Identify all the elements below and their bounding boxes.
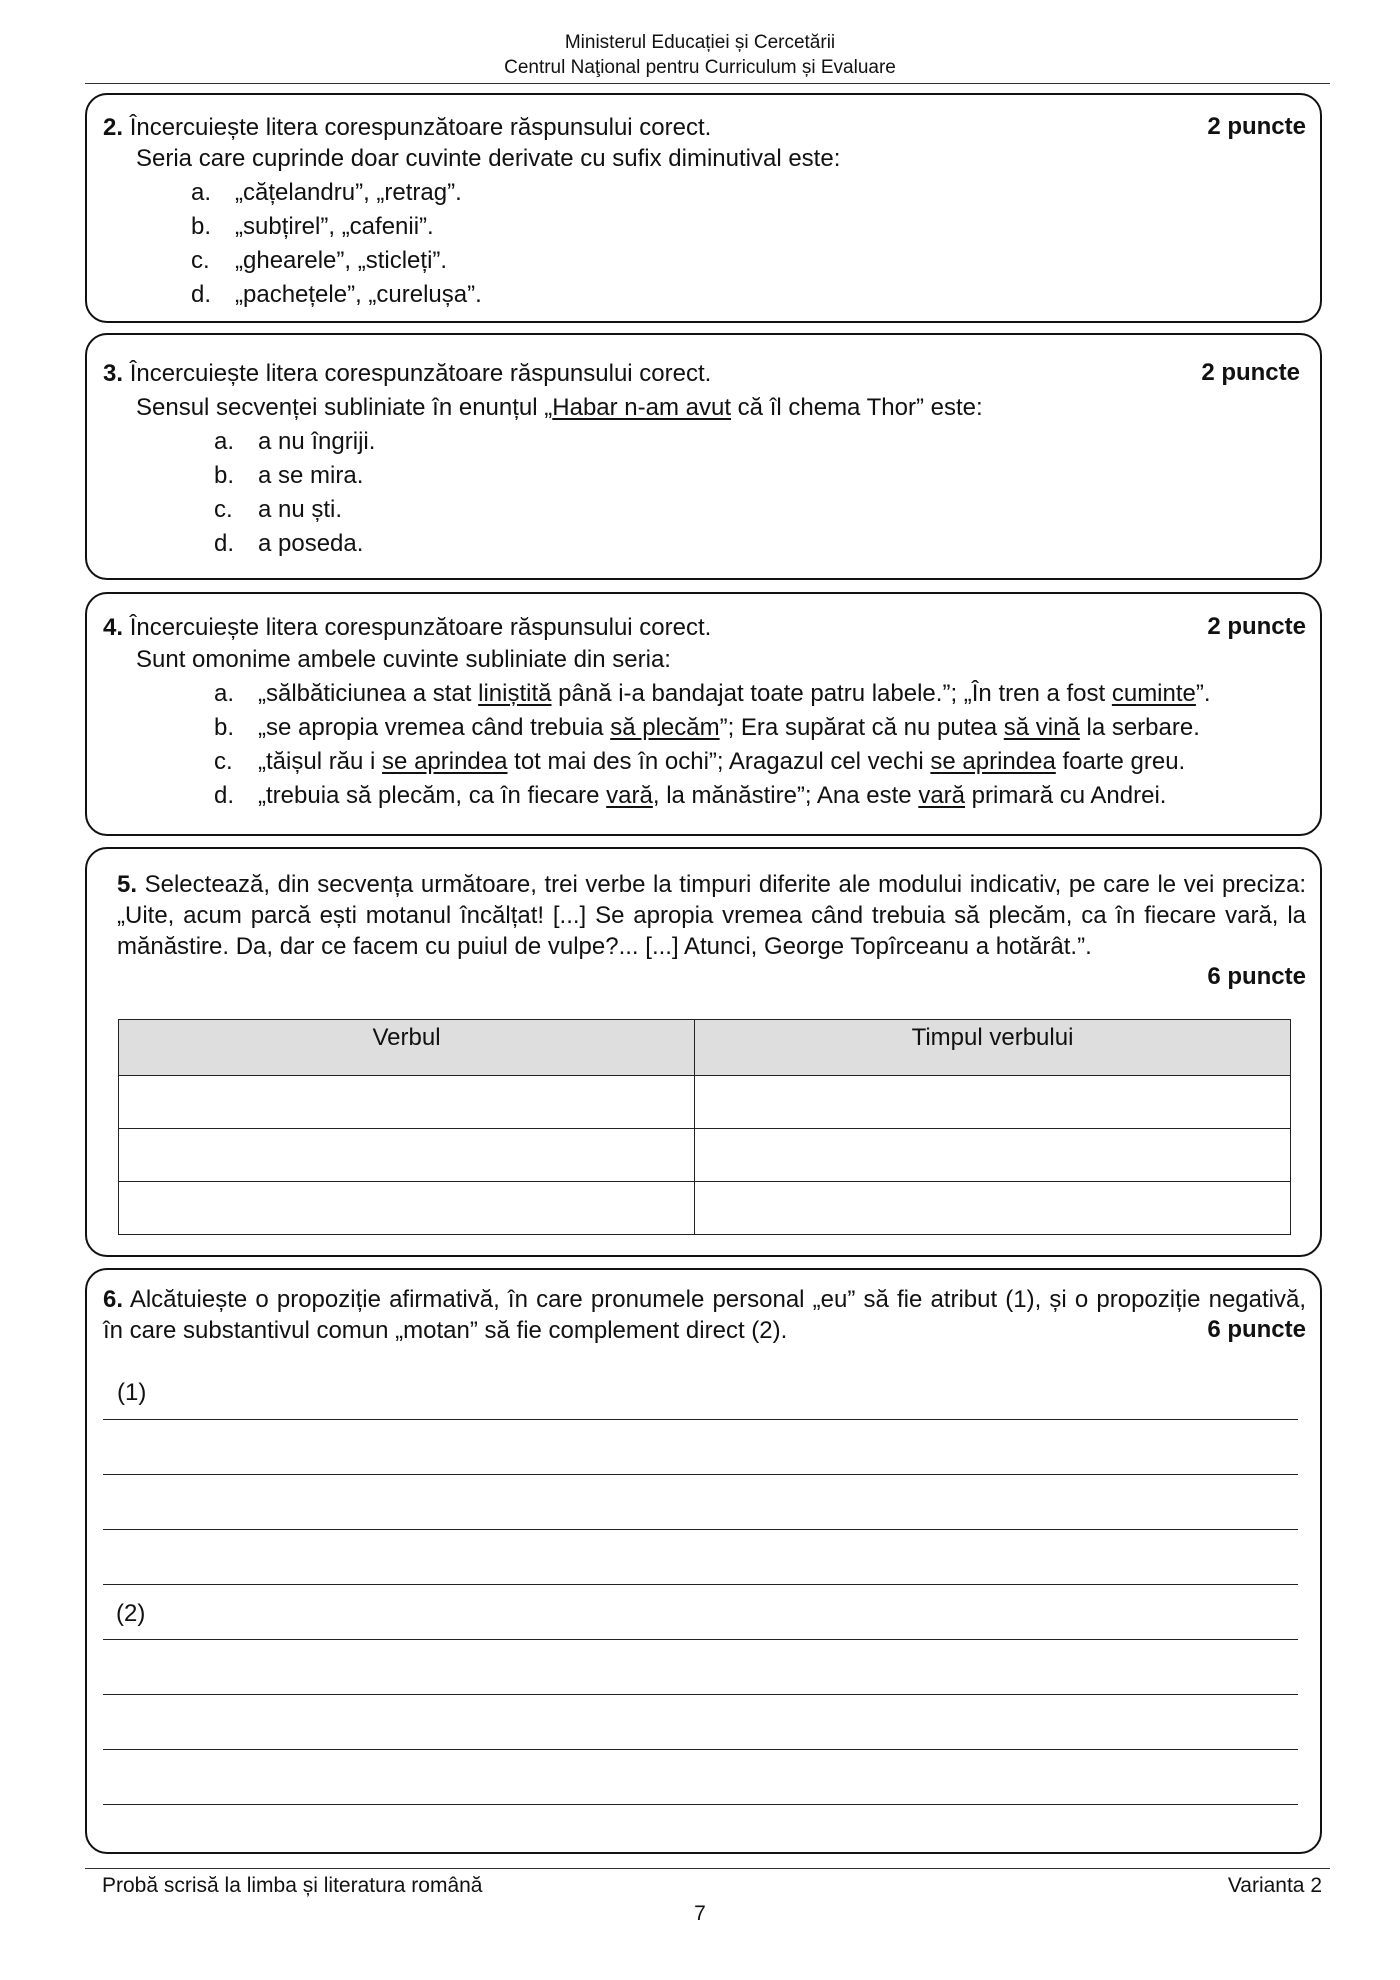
answer-cell-verb[interactable] bbox=[119, 1182, 695, 1235]
q3-prompt-after: că îl chema Thor” este: bbox=[731, 394, 983, 421]
q2-option-letter: a. bbox=[191, 179, 212, 206]
q2-option-b bbox=[191, 212, 434, 242]
q3-option-text: a se mira. bbox=[258, 462, 364, 489]
q4-underlined-word: să vină bbox=[1003, 714, 1080, 741]
q2-prompt: Seria care cuprinde doar cuvinte derivate cu sufix diminutival este: bbox=[136, 145, 841, 172]
q3-option-text: a nu îngriji. bbox=[258, 428, 376, 455]
q3-option-letter: a. bbox=[214, 428, 235, 455]
q4-prompt: Sunt omonime ambele cuvinte subliniate din seria: bbox=[136, 646, 671, 673]
q2-option-text: „subțirel”, „cafenii”. bbox=[235, 213, 434, 240]
q4-underlined-word: vară bbox=[606, 782, 653, 809]
answer-line[interactable] bbox=[103, 1419, 1298, 1420]
footer-variant: Varianta 2 bbox=[1227, 1874, 1322, 1897]
answer-cell-verb[interactable] bbox=[119, 1129, 695, 1182]
answer-line[interactable] bbox=[103, 1529, 1298, 1530]
header-divider bbox=[85, 83, 1330, 84]
answer-cell-verb[interactable] bbox=[119, 1076, 695, 1129]
q3-prompt-before: Sensul secvenței subliniate în enunțul „ bbox=[136, 394, 553, 421]
q4-option-letter: d. bbox=[214, 782, 235, 809]
q4-option-a bbox=[214, 679, 1211, 709]
q4-instruction: Încercuiește litera corespunzătoare răspunsului corect. bbox=[129, 614, 712, 641]
q4-underlined-word: să plecăm bbox=[610, 714, 720, 741]
q2-option-text: „cățelandru”, „retrag”. bbox=[235, 179, 462, 206]
table-header-tense: Timpul verbului bbox=[695, 1020, 1291, 1076]
q2-option-c bbox=[191, 246, 447, 276]
q4-underlined-word: vară bbox=[918, 782, 966, 809]
q4-option-text: , la mănăstire”; Ana este bbox=[652, 782, 919, 809]
q2-option-d bbox=[191, 280, 482, 310]
answer-cell-tense[interactable] bbox=[695, 1182, 1291, 1235]
q4-option-letter: c. bbox=[214, 748, 233, 775]
table-row bbox=[119, 1129, 1291, 1182]
q5-number: 5. bbox=[117, 871, 138, 898]
q6-text-block bbox=[103, 1284, 1306, 1346]
q4-option-letter: a. bbox=[214, 680, 235, 707]
q3-option-letter: b. bbox=[214, 462, 235, 489]
q3-option-text: a poseda. bbox=[258, 530, 364, 557]
q4-instruction-line bbox=[103, 613, 711, 643]
page-number: 7 bbox=[694, 1902, 706, 1925]
q3-option-letter: c. bbox=[214, 496, 233, 523]
q3-instruction: Încercuiește litera corespunzătoare răspunsului corect. bbox=[129, 360, 712, 387]
q2-option-letter: c. bbox=[191, 247, 210, 274]
q4-option-b bbox=[214, 713, 1200, 743]
q3-option-b bbox=[214, 461, 363, 491]
q2-option-text: „ghearele”, „sticleți”. bbox=[235, 247, 448, 274]
answer-line[interactable] bbox=[103, 1749, 1298, 1750]
q4-option-text: ”; Era supărat că nu putea bbox=[719, 714, 1004, 741]
q2-number: 2. bbox=[103, 114, 124, 141]
table-header-row bbox=[119, 1020, 1291, 1076]
q3-option-letter: d. bbox=[214, 530, 235, 557]
q3-option-a bbox=[214, 427, 375, 457]
q4-option-text: „trebuia să plecăm, ca în fiecare bbox=[258, 782, 607, 809]
q3-number: 3. bbox=[103, 360, 124, 387]
answer-line[interactable] bbox=[103, 1804, 1298, 1805]
page-header bbox=[0, 30, 1400, 80]
q4-option-text: „tăișul rău i bbox=[258, 748, 383, 775]
answer-line[interactable] bbox=[103, 1639, 1298, 1640]
q2-points: 2 puncte bbox=[1207, 113, 1306, 140]
answer-cell-tense[interactable] bbox=[695, 1076, 1291, 1129]
answer-line[interactable] bbox=[103, 1474, 1298, 1475]
q4-number: 4. bbox=[103, 614, 124, 641]
q3-instruction-line bbox=[103, 359, 711, 389]
q4-option-text: „se apropia vremea când trebuia bbox=[258, 714, 611, 741]
question-4-box bbox=[85, 592, 1322, 836]
q4-underlined-word: se aprindea bbox=[930, 748, 1056, 775]
q4-option-c bbox=[214, 747, 1185, 777]
answer-cell-tense[interactable] bbox=[695, 1129, 1291, 1182]
question-3-box bbox=[85, 333, 1322, 580]
q4-option-text: la serbare. bbox=[1079, 714, 1200, 741]
q3-prompt-underlined: Habar n-am avut bbox=[552, 394, 732, 421]
q2-instruction: Încercuiește litera corespunzătoare răspunsului corect. bbox=[129, 114, 712, 141]
q3-option-c bbox=[214, 495, 342, 525]
q3-prompt bbox=[136, 393, 983, 423]
q4-option-text: tot mai des în ochi”; Aragazul cel vechi bbox=[507, 748, 931, 775]
q2-instruction-line bbox=[103, 113, 711, 143]
table-row bbox=[119, 1182, 1291, 1235]
q2-option-letter: b. bbox=[191, 213, 212, 240]
q2-option-a bbox=[191, 178, 462, 208]
q6-text: Alcătuiește o propoziție afirmativă, în care pronumele personal „eu” să fie atribut (1), și o propoziție negativă, în care substantivul comun „motan” să fie complement direct (2). bbox=[103, 1286, 1307, 1344]
table-row bbox=[119, 1076, 1291, 1129]
q4-option-text: foarte greu. bbox=[1055, 748, 1186, 775]
q5-points: 6 puncte bbox=[1207, 963, 1306, 990]
q4-option-text: „sălbăticiunea a stat bbox=[258, 680, 479, 707]
header-ministry: Ministerul Educației și Cercetării bbox=[564, 32, 836, 53]
q3-points: 2 puncte bbox=[1201, 359, 1300, 386]
q4-underlined-word: cuminte bbox=[1111, 680, 1196, 707]
q2-option-letter: d. bbox=[191, 281, 212, 308]
q5-answer-table bbox=[118, 1019, 1291, 1235]
q4-option-text: ”. bbox=[1195, 680, 1211, 707]
footer-divider bbox=[85, 1868, 1330, 1869]
q4-points: 2 puncte bbox=[1207, 613, 1306, 640]
q4-option-letter: b. bbox=[214, 714, 235, 741]
header-center: Centrul Naţional pentru Curriculum și Evaluare bbox=[504, 57, 896, 78]
answer-line[interactable] bbox=[103, 1694, 1298, 1695]
q4-option-d bbox=[214, 781, 1166, 811]
q3-option-d bbox=[214, 529, 363, 559]
q4-underlined-word: liniștită bbox=[478, 680, 552, 707]
q3-option-text: a nu ști. bbox=[258, 496, 343, 523]
q5-text: Selectează, din secvența următoare, trei verbe la timpuri diferite ale modului indicativ, pe care le vei preciza: „Uite, acum parcă ești motanul încălțat! [...] Se apropia vremea când trebuia să plecăm, ca în fiecare vară, la mănăstire. Da, dar ce facem cu puiul de vulpe?... [...] Atunci, George Topîrceanu a hotărât.”. bbox=[117, 871, 1306, 960]
answer-line[interactable] bbox=[103, 1584, 1298, 1585]
q2-option-text: „pachețele”, „curelușa”. bbox=[235, 281, 482, 308]
question-2-box bbox=[85, 93, 1322, 323]
footer-exam-title: Probă scrisă la limba și literatura română bbox=[102, 1874, 483, 1897]
q4-option-text: primară cu Andrei. bbox=[965, 782, 1167, 809]
q6-label-1: (1) bbox=[117, 1379, 147, 1406]
q6-points: 6 puncte bbox=[1207, 1316, 1306, 1343]
q4-underlined-word: se aprindea bbox=[382, 748, 508, 775]
question-5-box bbox=[85, 847, 1322, 1257]
question-6-box bbox=[85, 1268, 1322, 1854]
q5-text-block bbox=[117, 869, 1306, 962]
q6-number: 6. bbox=[103, 1286, 124, 1313]
table-header-verb: Verbul bbox=[119, 1020, 695, 1076]
q4-option-text: până i-a bandajat toate patru labele.”; „În tren a fost bbox=[551, 680, 1112, 707]
q6-label-2: (2) bbox=[116, 1600, 146, 1627]
